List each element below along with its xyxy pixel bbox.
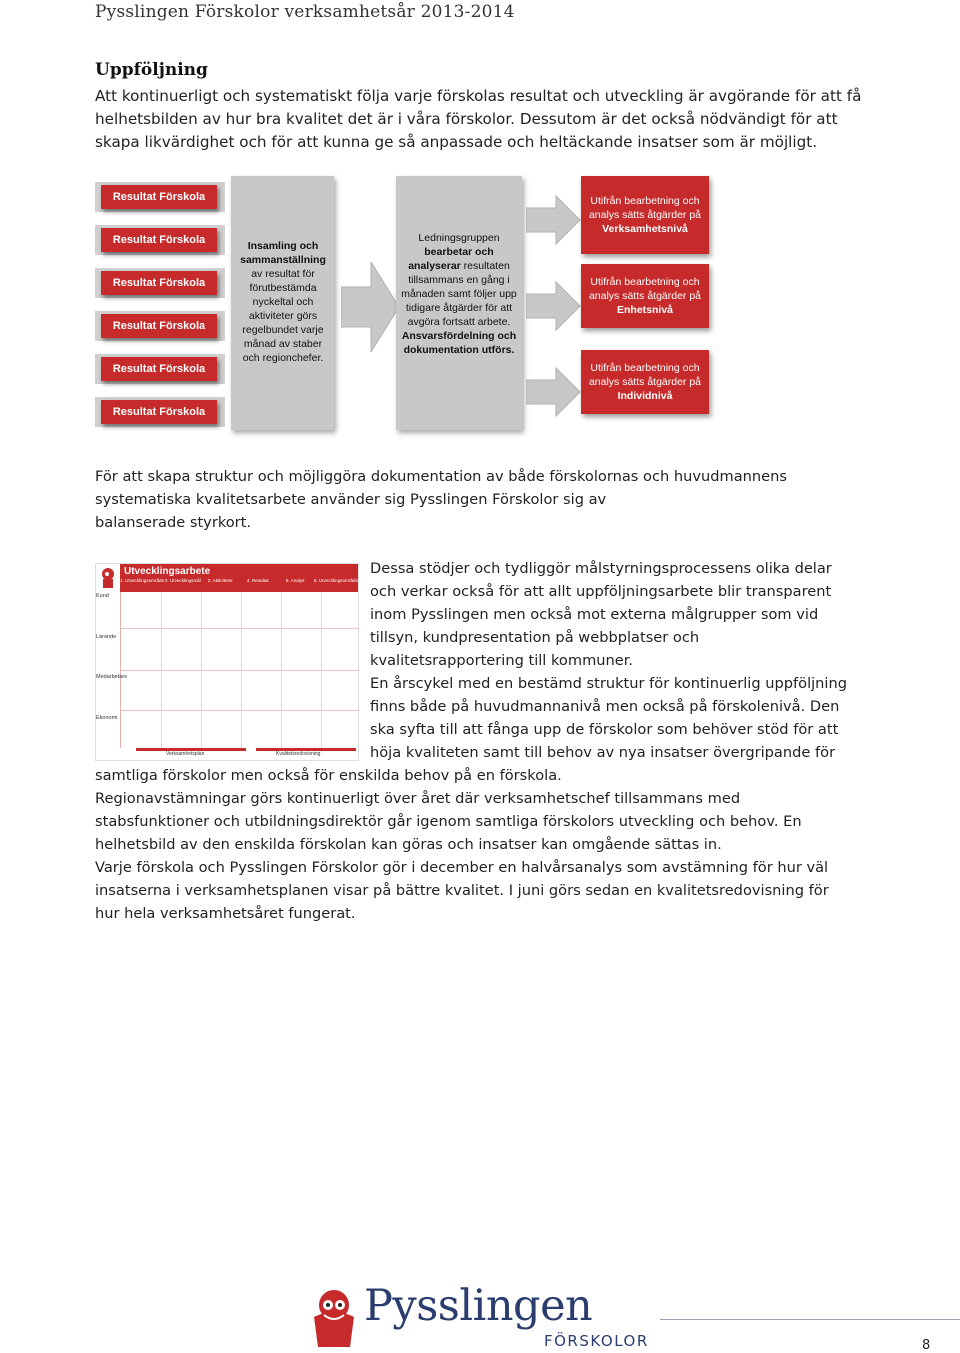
level-box-enhet (581, 264, 709, 328)
scorecard-column: 5. Analys (285, 578, 305, 583)
text-line: Varje förskola och Pysslingen Förskolor gör i december en halvårsanalys som avstämning för hur väl (95, 859, 829, 876)
scorecard-footer-label: Kvalitetsredovisning (276, 751, 321, 757)
scorecard-row: Kund (96, 593, 109, 599)
scorecard-column: 6. Utvecklingsområde (313, 578, 359, 583)
scorecard-columns (120, 578, 358, 583)
running-header: Pysslingen Förskolor verksamhetsår 2013-2014 (95, 2, 515, 22)
text-line: Dessa stödjer och tydliggör målstyrningsprocessens olika delar (370, 560, 832, 577)
pysslingen-logo (306, 1281, 649, 1353)
text-line: insatserna i verksamhetsplanen visar på bättre kvalitet. I juni görs sedan en kvalitetsredovisning för (95, 882, 829, 899)
scorecard-title: Utvecklingsarbete (124, 566, 211, 577)
text-line: En årscykel med en bestämd struktur för kontinuerlig uppföljning (370, 675, 847, 692)
logo-subtitle: FÖRSKOLOR (544, 1332, 649, 1350)
text-line: systematiska kvalitetsarbete använder sig Pysslingen Förskolor sig av (95, 491, 607, 508)
scorecard-footer-label: Verksamhetsplan (166, 751, 205, 757)
text-line: stabsfunktioner och utbildningsdirektör går igenom samtliga förskolors utveckling och behov. En (95, 813, 802, 830)
group-lead: Ledningsgruppen (418, 232, 500, 244)
group-rest: resultaten tillsammans en gång i månaden samt följer upp tidigare åtgärder för att avgöra fortsatt arbete. (401, 260, 517, 328)
scorecard-row: Lärande (96, 634, 117, 640)
text-line: och verkar också för att allt uppföljningsarbete blir transparent (370, 583, 832, 600)
result-box: Resultat Förskola (101, 357, 217, 381)
text-line: skapa likvärdighet och för att kunna ge så anpassade och heltäckande insatser som är möjligt. (95, 133, 818, 151)
text-line: Att kontinuerligt och systematiskt följa varje förskolas resultat och utveckling är avgörande för att få (95, 87, 862, 105)
text-line: finns både på huvudmannanivå men också på förskolenivå. Den (370, 698, 840, 715)
footer-rule (660, 1319, 960, 1320)
text-line: För att skapa struktur och möjliggöra dokumentation av både förskolornas och huvudmannens (95, 468, 787, 485)
collect-rest: av resultat för förutbestämda nyckeltal och aktiviteter görs regelbundet varje månad av staber och regionchefer. (242, 268, 324, 364)
group-bold2: Ansvarsfördelning och dokumentation utförs. (401, 330, 517, 356)
scorecard-row: Medarbetare (96, 674, 128, 680)
scorecard-column: 3. Aktiviteter (207, 578, 233, 583)
logo-wordmark: Pysslingen (364, 1281, 593, 1331)
group-text (398, 231, 520, 357)
scorecard-description (370, 557, 880, 764)
level-name: Enhetsnivå (616, 304, 674, 316)
pysslingen-mascot-icon (306, 1287, 362, 1351)
text-line: kvalitetsrapportering till kommuner. (370, 652, 634, 669)
level-text: Utifrån bearbetning och analys sätts åtgärder på (588, 195, 702, 221)
text-line: helhetsbilden av hur bra kvalitet det är i våra förskolor. Dessutom är det också nödvändigt för att (95, 110, 838, 128)
collect-bold: Insamling och sammanställning (240, 240, 326, 266)
level-box-individ (581, 350, 709, 414)
text-line: ska syfta till att fånga upp de förskolor som behöver stöd för att (370, 721, 839, 738)
collect-text (234, 239, 332, 365)
level-name: Verksamhetsnivå (602, 223, 688, 235)
pysslingen-mascot-icon (98, 566, 118, 592)
body-paragraph (95, 764, 885, 925)
text-line: samtliga förskolor men också för enskilda behov på en förskola. (95, 767, 562, 784)
right-arrow-icon (341, 262, 401, 352)
scorecard-column: 2. Utvecklingsmål (164, 578, 201, 583)
result-box: Resultat Förskola (101, 314, 217, 338)
group-bold: bearbetar och analyserar (408, 246, 494, 272)
level-box-verksamhet (581, 176, 709, 254)
result-box: Resultat Förskola (101, 400, 217, 424)
scorecard-thumbnail (95, 563, 359, 761)
section-title: Uppföljning (95, 60, 208, 80)
text-line: tillsyn, kundpresentation på webbplatser och (370, 629, 700, 646)
level-text: Utifrån bearbetning och analys sätts åtgärder på (588, 276, 702, 302)
result-box: Resultat Förskola (101, 185, 217, 209)
result-box: Resultat Förskola (101, 271, 217, 295)
text-line: balanserade styrkort. (95, 514, 252, 531)
scorecard-column: 1. Utvecklingsområde (120, 578, 165, 583)
scorecard-column: 4. Resultat (246, 578, 269, 583)
scorecard-intro-paragraph (95, 465, 855, 534)
scorecard-row: Ekonomi (96, 715, 118, 721)
level-name: Individnivå (617, 390, 673, 402)
text-line: inom Pysslingen men också mot externa målgrupper som vid (370, 606, 819, 623)
right-arrow-icon (526, 190, 582, 420)
page-number: 8 (922, 1338, 931, 1353)
intro-paragraph (95, 85, 885, 154)
process-diagram (95, 172, 717, 432)
level-text: Utifrån bearbetning och analys sätts åtgärder på (588, 362, 702, 388)
text-line: Regionavstämningar görs kontinuerligt över året där verksamhetschef tillsammans med (95, 790, 741, 807)
scorecard-grid (120, 592, 359, 748)
text-line: helhetsbild av den enskilda förskolan kan göras och insatser kan omgående sättas in. (95, 836, 722, 853)
result-box: Resultat Förskola (101, 228, 217, 252)
text-line: hur hela verksamhetsåret fungerat. (95, 905, 356, 922)
text-line: höja kvaliteten samt till behov av nya insatser övergripande för (370, 744, 836, 761)
